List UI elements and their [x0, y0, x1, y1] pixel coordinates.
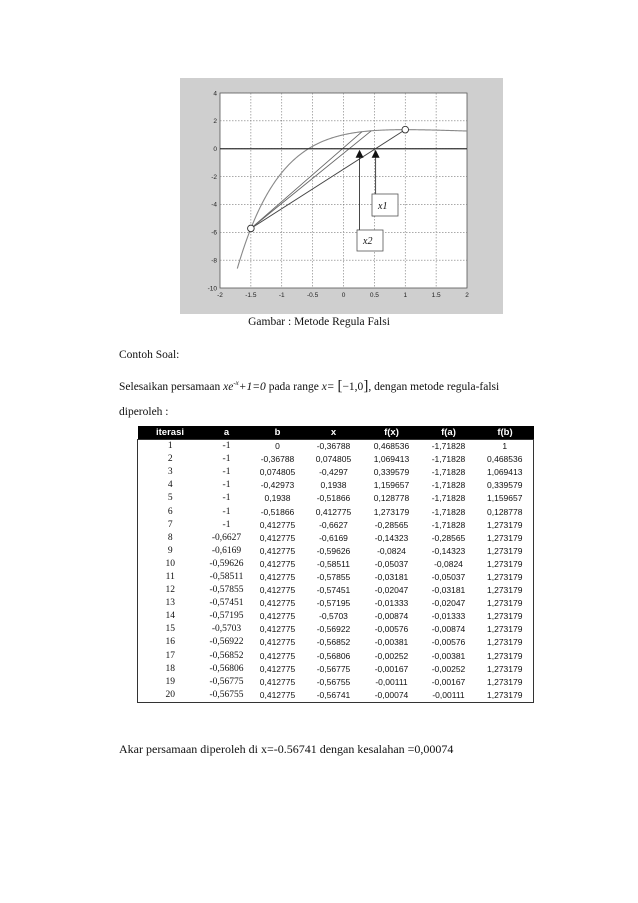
table-row	[138, 636, 534, 649]
table-cell: -0,42973	[260, 480, 295, 491]
regula-falsi-figure	[180, 78, 503, 314]
table-cell: 1,273179	[477, 610, 534, 623]
table-cell: 17	[138, 650, 203, 663]
table-cell: 1,273179	[477, 636, 534, 649]
table-cell: -0,59626	[316, 545, 351, 556]
table-cell: -0,59626	[209, 558, 244, 569]
header-cell-2: b	[251, 426, 305, 440]
table-cell: -0,05037	[374, 558, 409, 569]
table-row	[138, 584, 534, 597]
table-cell: 15	[138, 623, 203, 636]
table-cell: 11	[138, 571, 203, 584]
table-cell: -1,71828	[431, 467, 466, 478]
table-cell: 0,339579	[477, 479, 534, 492]
table-cell: -0,4297	[319, 467, 348, 478]
table-cell: -1,71828	[431, 519, 466, 530]
y-tick-label: -6	[211, 229, 217, 237]
table-row	[138, 492, 534, 505]
table-cell: -0,02047	[374, 585, 409, 596]
table-cell: -0,36788	[260, 454, 295, 465]
table-cell: -1	[222, 467, 231, 478]
table-cell: 0,412775	[259, 650, 296, 661]
table-cell: 12	[138, 584, 203, 597]
figure-plot	[180, 78, 503, 314]
table-cell: 1,273179	[477, 532, 534, 545]
table-row	[138, 676, 534, 689]
statement-suffix: , dengan metode regula-falsi	[368, 381, 500, 393]
y-tick-label: 4	[213, 90, 217, 98]
table-cell: -0,28565	[431, 532, 466, 543]
table-cell: 1	[477, 440, 534, 454]
table-cell: -0,01333	[431, 611, 466, 622]
table-cell: -1	[222, 519, 231, 530]
table-cell: 2	[138, 453, 203, 466]
range-variable: x=	[321, 381, 335, 393]
table-cell: -0,57195	[209, 611, 244, 622]
table-cell: 0,412775	[259, 611, 296, 622]
table-cell: -1,71828	[431, 441, 466, 452]
table-cell: 7	[138, 519, 203, 532]
y-tick-label: 0	[213, 146, 217, 154]
table-cell: 0	[275, 441, 280, 452]
table-cell: -1,71828	[431, 493, 466, 504]
table-cell: 0,412775	[259, 532, 296, 543]
table-cell: -0,0824	[377, 545, 406, 556]
table-row	[138, 440, 534, 454]
x-tick-label: 0.5	[369, 292, 379, 299]
header-cell-6: f(b)	[477, 426, 534, 440]
table-cell: -0,57195	[316, 598, 351, 609]
table-row	[138, 610, 534, 623]
statement-prefix: Selesaikan persamaan	[119, 381, 221, 393]
table-cell: -0,6169	[211, 545, 242, 556]
table-row	[138, 650, 534, 663]
y-tick-label: 2	[213, 118, 217, 126]
table-cell: 1,273179	[373, 506, 410, 517]
x-tick-label: -1	[278, 292, 285, 299]
table-cell: -1	[222, 493, 231, 504]
problem-statement: Selesaikan persamaan $xe^{-x}+1=0$ pada range x= [−1,0], dengan metode regula-falsi	[119, 378, 500, 394]
table-cell: 0,412775	[315, 506, 352, 517]
table-cell: -0,03181	[374, 571, 409, 582]
table-cell: -0,05037	[431, 571, 466, 582]
table-cell: 0,412775	[259, 585, 296, 596]
table-cell: 0,339579	[373, 467, 410, 478]
table-row	[138, 689, 534, 703]
table-cell: 16	[138, 636, 203, 649]
table-cell: 1,273179	[477, 519, 534, 532]
x-tick-label: -1.5	[245, 292, 257, 299]
example-heading: Contoh Soal:	[119, 349, 180, 361]
table-cell: 4	[138, 479, 203, 492]
table-cell: -1,71828	[431, 506, 466, 517]
table-cell: -0,58511	[317, 558, 350, 569]
table-row	[138, 466, 534, 479]
statement-mid: pada range	[268, 381, 319, 393]
table-cell: 14	[138, 610, 203, 623]
table-row	[138, 571, 534, 584]
table-cell: 9	[138, 545, 203, 558]
table-cell: -0,56741	[305, 689, 363, 703]
table-cell: 1,273179	[477, 676, 534, 689]
table-cell: 0,468536	[373, 441, 410, 452]
table-cell: -0,00252	[374, 650, 409, 661]
table-row	[138, 453, 534, 466]
table-cell: -0,56922	[316, 624, 351, 635]
table-cell: 0,412775	[259, 676, 296, 687]
table-cell: -0,56806	[316, 650, 351, 661]
y-tick-label: -8	[211, 257, 217, 265]
table-cell: -0,00381	[374, 637, 409, 648]
table-row	[138, 623, 534, 636]
table-cell: 8	[138, 532, 203, 545]
table-cell: 0,412775	[259, 663, 296, 674]
table-cell: -0,00167	[431, 676, 466, 687]
table-cell: -0,56775	[316, 663, 351, 674]
table-cell: -0,14323	[431, 545, 466, 556]
table-cell: -0,14323	[374, 532, 409, 543]
table-cell: 6	[138, 505, 203, 518]
table-cell: 0,1938	[264, 493, 291, 504]
table-cell: -0,5703	[211, 624, 242, 635]
table-cell: -0,57855	[316, 571, 351, 582]
table-cell: -1	[222, 506, 231, 517]
y-tick-label: -2	[211, 173, 217, 181]
table-cell: -0,02047	[431, 598, 466, 609]
table-cell: 0,412775	[259, 558, 296, 569]
iteration-table	[137, 426, 534, 703]
table-cell: 19	[138, 676, 203, 689]
equation-exponent: -x	[233, 379, 239, 388]
table-cell: -0,56806	[209, 663, 244, 674]
table-cell: -1	[222, 480, 231, 491]
table-cell: -0,00074	[363, 689, 421, 703]
x-tick-label: 0	[341, 292, 346, 299]
table-cell: -0,56755	[203, 689, 251, 703]
x1-label: x1	[378, 201, 388, 212]
table-cell: 0,1938	[320, 480, 347, 491]
table-cell: -0,00111	[375, 676, 408, 687]
table-cell: -0,5703	[319, 611, 348, 622]
range-value: −1,0	[342, 381, 364, 393]
table-row	[138, 597, 534, 610]
table-cell: 1	[138, 440, 203, 454]
table-cell: -1,71828	[431, 480, 466, 491]
header-cell-3: x	[305, 426, 363, 440]
table-cell: 0,412775	[259, 571, 296, 582]
table-cell: -0,0824	[434, 558, 463, 569]
figure-caption: Gambar : Metode Regula Falsi	[248, 316, 390, 328]
table-cell: 10	[138, 558, 203, 571]
table-cell: -0,57451	[209, 598, 244, 609]
table-cell: -0,00874	[431, 624, 466, 635]
table-cell: 0,412775	[259, 637, 296, 648]
table-cell: -0,57451	[316, 585, 351, 596]
table-cell: -0,6627	[211, 532, 242, 543]
table-cell: -0,00874	[374, 611, 409, 622]
table-cell: 18	[138, 663, 203, 676]
table-cell: -0,51866	[260, 506, 295, 517]
equation-rest: +1=0	[238, 381, 266, 393]
table-cell: -0,51866	[316, 493, 351, 504]
table-row	[138, 532, 534, 545]
table-row	[138, 545, 534, 558]
table-cell: 1,159657	[373, 480, 410, 491]
table-cell: 1,273179	[477, 689, 534, 703]
x-tick-label: 2	[465, 292, 469, 299]
table-cell: -0,36788	[316, 441, 351, 452]
table-cell: 0,412775	[259, 519, 296, 530]
header-cell-1: a	[203, 426, 251, 440]
table-cell: -0,56775	[209, 676, 244, 687]
table-cell: 0,128778	[477, 505, 534, 518]
table-cell: 5	[138, 492, 203, 505]
table-cell: 0,412775	[259, 624, 296, 635]
table-row	[138, 558, 534, 571]
table-cell: -0,00576	[374, 624, 409, 635]
table-cell: -0,56852	[209, 650, 244, 661]
table-cell: 0,412775	[251, 689, 305, 703]
table-cell: -0,56852	[316, 637, 351, 648]
y-tick-label: -10	[207, 285, 217, 293]
table-cell: 1,069413	[477, 466, 534, 479]
x2-label: x2	[363, 236, 373, 247]
table-cell: 1,273179	[477, 650, 534, 663]
table-cell: 0,074805	[315, 454, 352, 465]
table-cell: 0,128778	[373, 493, 410, 504]
table-cell: 1,273179	[477, 545, 534, 558]
table-cell: 13	[138, 597, 203, 610]
x-tick-label: 1.5	[431, 292, 441, 299]
table-cell: -0,00252	[431, 663, 466, 674]
table-cell: -0,00167	[374, 663, 409, 674]
table-cell: 1,273179	[477, 571, 534, 584]
table-row	[138, 663, 534, 676]
table-cell: -0,00381	[431, 650, 466, 661]
table-cell: -0,00111	[421, 689, 477, 703]
table-cell: 1,273179	[477, 558, 534, 571]
conclusion-text: Akar persamaan diperoleh di x=-0.56741 dengan kesalahan =0,00074	[119, 742, 454, 756]
table-cell: -0,6627	[319, 519, 348, 530]
table-cell: 1,159657	[477, 492, 534, 505]
equation-xe: xe	[223, 381, 234, 393]
table-cell: 1,273179	[477, 623, 534, 636]
table-cell: 0,412775	[259, 545, 296, 556]
table-row	[138, 519, 534, 532]
header-cell-5: f(a)	[421, 426, 477, 440]
table-cell: -1	[222, 441, 231, 452]
table-cell: 1,069413	[373, 454, 410, 465]
header-cell-4: f(x)	[363, 426, 421, 440]
table-row	[138, 505, 534, 518]
table-cell: 0,412775	[259, 598, 296, 609]
table-row	[138, 479, 534, 492]
table-cell: 1,273179	[477, 663, 534, 676]
table-cell: -0,00576	[431, 637, 466, 648]
table-cell: 1,273179	[477, 597, 534, 610]
table-cell: -1,71828	[431, 454, 466, 465]
table-cell: 0,074805	[259, 467, 296, 478]
table-cell: 0,468536	[477, 453, 534, 466]
y-tick-label: -4	[211, 201, 217, 209]
table-cell: -0,56922	[209, 637, 244, 648]
left-endpoint-marker	[248, 225, 255, 232]
result-intro: diperoleh :	[119, 406, 169, 418]
table-header-row	[138, 426, 534, 440]
header-cell-0: iterasi	[138, 426, 203, 440]
table-cell: 1,273179	[477, 584, 534, 597]
table-cell: -0,28565	[374, 519, 409, 530]
table-cell: -0,01333	[374, 598, 409, 609]
right-endpoint-marker	[402, 126, 409, 133]
table-cell: 3	[138, 466, 203, 479]
table-cell: -0,56755	[316, 676, 351, 687]
table-cell: 20	[138, 689, 203, 703]
x-tick-label: -2	[217, 292, 223, 299]
x-tick-label: 1	[403, 292, 408, 299]
table-cell: -0,58511	[209, 571, 244, 582]
x-tick-label: -0.5	[307, 292, 319, 299]
table-cell: -0,6169	[319, 532, 348, 543]
table-cell: -1	[222, 454, 231, 465]
table-cell: -0,03181	[431, 585, 466, 596]
table-cell: -0,57855	[209, 585, 244, 596]
